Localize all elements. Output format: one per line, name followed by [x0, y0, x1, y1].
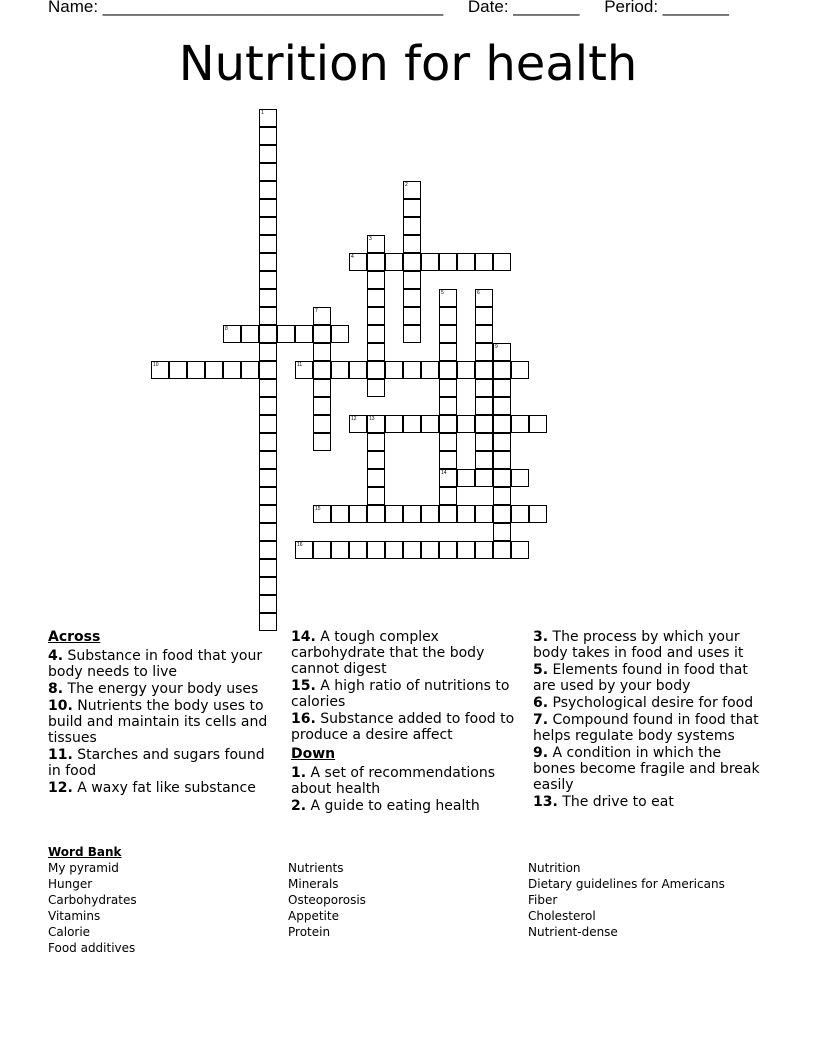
grid-cell[interactable] [259, 505, 277, 523]
grid-cell[interactable] [403, 307, 421, 325]
word-bank-column-3 [528, 860, 758, 940]
word-bank-item: Dietary guidelines for Americans [528, 877, 725, 891]
grid-cell[interactable] [259, 181, 277, 199]
grid-cell[interactable] [259, 361, 277, 379]
clue-text: The process by which your body takes in food and uses it [533, 629, 744, 661]
clue-num: 9. [533, 745, 549, 761]
clue-item [291, 798, 523, 814]
clue-number: 13 [369, 416, 375, 422]
grid-cell[interactable] [259, 523, 277, 541]
clue-num: 13. [533, 794, 558, 810]
grid-cell[interactable] [457, 253, 475, 271]
grid-cell[interactable] [367, 451, 385, 469]
grid-cell[interactable] [421, 361, 439, 379]
word-bank-item: Osteoporosis [288, 893, 366, 907]
word-bank-column-1 [48, 860, 278, 956]
clue-num: 5. [533, 662, 549, 678]
grid-cell[interactable] [223, 361, 241, 379]
clue-item [48, 780, 280, 796]
clue-item [291, 678, 523, 710]
grid-cell[interactable] [313, 505, 331, 523]
grid-cell[interactable] [475, 397, 493, 415]
clue-item [533, 712, 765, 744]
clue-text: A condition in which the bones become fragile and break easily [533, 745, 760, 793]
grid-cell[interactable] [403, 199, 421, 217]
clue-item [48, 747, 280, 779]
grid-cell[interactable] [457, 415, 475, 433]
clue-num: 6. [533, 695, 549, 711]
grid-cell[interactable] [313, 379, 331, 397]
grid-cell[interactable] [439, 307, 457, 325]
clue-number: 3 [369, 236, 372, 242]
grid-cell[interactable] [403, 217, 421, 235]
grid-cell[interactable] [529, 415, 547, 433]
grid-cell[interactable] [493, 541, 511, 559]
grid-cell[interactable] [457, 541, 475, 559]
grid-cell[interactable] [403, 253, 421, 271]
grid-cell[interactable] [259, 271, 277, 289]
grid-cell[interactable] [493, 253, 511, 271]
word-bank-title: Word Bank [48, 845, 122, 859]
grid-cell[interactable] [367, 361, 385, 379]
grid-cell[interactable] [457, 469, 475, 487]
grid-cell[interactable] [259, 397, 277, 415]
clue-text: Elements found in food that are used by your body [533, 662, 748, 694]
clue-num: 14. [291, 629, 316, 645]
word-bank-item: Nutrient-dense [528, 925, 618, 939]
grid-cell[interactable] [313, 415, 331, 433]
word-bank-item: Food additives [48, 941, 136, 955]
grid-cell[interactable] [475, 361, 493, 379]
grid-cell[interactable] [403, 505, 421, 523]
grid-cell[interactable] [367, 379, 385, 397]
clue-column-3 [533, 629, 765, 811]
grid-cell[interactable] [439, 415, 457, 433]
clue-item [533, 745, 765, 793]
grid-cell[interactable] [313, 343, 331, 361]
grid-cell[interactable] [367, 253, 385, 271]
word-bank-item: Fiber [528, 893, 558, 907]
clue-text: A set of recommendations about health [291, 765, 495, 797]
grid-cell[interactable] [259, 127, 277, 145]
grid-cell[interactable] [439, 325, 457, 343]
grid-cell[interactable] [259, 199, 277, 217]
word-bank-item: My pyramid [48, 861, 119, 875]
clue-number: 4 [351, 254, 354, 260]
grid-cell[interactable] [439, 343, 457, 361]
grid-cell[interactable] [493, 451, 511, 469]
clue-number: 12 [351, 416, 357, 422]
grid-cell[interactable] [475, 415, 493, 433]
word-bank-item: Minerals [288, 877, 339, 891]
word-bank-item: Appetite [288, 909, 339, 923]
grid-cell[interactable] [421, 415, 439, 433]
grid-cell[interactable] [313, 307, 331, 325]
grid-cell[interactable] [259, 577, 277, 595]
grid-cell[interactable] [511, 415, 529, 433]
grid-cell[interactable] [475, 253, 493, 271]
grid-cell[interactable] [205, 361, 223, 379]
grid-cell[interactable] [367, 271, 385, 289]
grid-cell[interactable] [367, 541, 385, 559]
grid-cell[interactable] [385, 541, 403, 559]
clue-text: The drive to eat [562, 794, 674, 810]
grid-cell[interactable] [259, 217, 277, 235]
grid-cell[interactable] [349, 415, 367, 433]
grid-cell[interactable] [421, 541, 439, 559]
clue-num: 4. [48, 648, 64, 664]
grid-cell[interactable] [475, 541, 493, 559]
clue-number: 1 [261, 110, 264, 116]
word-bank-item: Nutrients [288, 861, 344, 875]
grid-cell[interactable] [349, 541, 367, 559]
word-bank-item: Carbohydrates [48, 893, 137, 907]
grid-cell[interactable] [223, 325, 241, 343]
word-bank-item: Calorie [48, 925, 91, 939]
clue-num: 7. [533, 712, 549, 728]
grid-cell[interactable] [493, 469, 511, 487]
grid-cell[interactable] [259, 451, 277, 469]
grid-cell[interactable] [367, 307, 385, 325]
grid-cell[interactable] [457, 505, 475, 523]
grid-cell[interactable] [439, 397, 457, 415]
clue-num: 8. [48, 681, 64, 697]
clue-num: 10. [48, 698, 73, 714]
grid-cell[interactable] [385, 505, 403, 523]
grid-cell[interactable] [439, 379, 457, 397]
grid-cell[interactable] [439, 505, 457, 523]
grid-cell[interactable] [439, 433, 457, 451]
grid-cell[interactable] [439, 469, 457, 487]
grid-cell[interactable] [313, 433, 331, 451]
grid-cell[interactable] [385, 253, 403, 271]
clue-text: A high ratio of nutritions to calories [291, 678, 510, 710]
clue-num: 12. [48, 780, 73, 796]
grid-cell[interactable] [529, 505, 547, 523]
grid-cell[interactable] [187, 361, 205, 379]
clue-text: Nutrients the body uses to build and maintain its cells and tissues [48, 698, 268, 746]
clue-number: 15 [315, 506, 321, 512]
clue-number: 14 [441, 470, 447, 476]
grid-cell[interactable] [493, 397, 511, 415]
grid-cell[interactable] [439, 289, 457, 307]
grid-cell[interactable] [403, 325, 421, 343]
clue-item [48, 698, 280, 746]
grid-cell[interactable] [259, 343, 277, 361]
grid-cell[interactable] [259, 415, 277, 433]
grid-cell[interactable] [259, 145, 277, 163]
grid-cell[interactable] [439, 451, 457, 469]
clue-item [291, 711, 523, 743]
grid-cell[interactable] [403, 181, 421, 199]
clue-item [533, 662, 765, 694]
grid-cell[interactable] [277, 325, 295, 343]
grid-cell[interactable] [403, 361, 421, 379]
clue-number: 16 [297, 542, 303, 548]
clue-text: A tough complex carbohydrate that the body cannot digest [291, 629, 485, 677]
down-heading: Down [291, 746, 336, 762]
grid-cell[interactable] [241, 361, 259, 379]
grid-cell[interactable] [331, 541, 349, 559]
grid-cell[interactable] [439, 361, 457, 379]
grid-cell[interactable] [493, 505, 511, 523]
grid-cell[interactable] [367, 325, 385, 343]
clue-num: 2. [291, 798, 307, 814]
clue-item [48, 648, 280, 680]
grid-cell[interactable] [493, 343, 511, 361]
clue-number: 8 [225, 326, 228, 332]
grid-cell[interactable] [493, 523, 511, 541]
grid-cell[interactable] [331, 325, 349, 343]
grid-cell[interactable] [259, 595, 277, 613]
grid-cell[interactable] [349, 505, 367, 523]
grid-cell[interactable] [259, 379, 277, 397]
clue-item [291, 765, 523, 797]
clue-text: A waxy fat like substance [77, 780, 256, 796]
name-field[interactable]: Name: ____________________________________ [48, 0, 444, 16]
grid-cell[interactable] [259, 559, 277, 577]
grid-cell[interactable] [493, 415, 511, 433]
clue-num: 16. [291, 711, 316, 727]
grid-cell[interactable] [367, 433, 385, 451]
clue-num: 15. [291, 678, 316, 694]
clue-text: Starches and sugars found in food [48, 747, 265, 779]
clue-item [48, 681, 280, 697]
clue-item [533, 629, 765, 661]
grid-cell[interactable] [385, 415, 403, 433]
grid-cell[interactable] [367, 289, 385, 307]
grid-cell[interactable] [403, 415, 421, 433]
clue-item [533, 794, 765, 810]
word-bank-item: Hunger [48, 877, 93, 891]
grid-cell[interactable] [367, 235, 385, 253]
clue-number: 9 [495, 344, 498, 350]
grid-cell[interactable] [349, 253, 367, 271]
grid-cell[interactable] [367, 505, 385, 523]
grid-cell[interactable] [457, 361, 475, 379]
grid-cell[interactable] [259, 235, 277, 253]
grid-cell[interactable] [475, 289, 493, 307]
grid-cell[interactable] [331, 505, 349, 523]
grid-cell[interactable] [259, 253, 277, 271]
across-heading: Across [48, 629, 101, 645]
grid-cell[interactable] [421, 253, 439, 271]
clue-text: Psychological desire for food [552, 695, 754, 711]
grid-cell[interactable] [295, 325, 313, 343]
grid-cell[interactable] [403, 289, 421, 307]
grid-cell[interactable] [313, 541, 331, 559]
grid-cell[interactable] [475, 379, 493, 397]
clue-num: 11. [48, 747, 73, 763]
clue-item [291, 629, 523, 677]
grid-cell[interactable] [259, 469, 277, 487]
grid-cell[interactable] [439, 253, 457, 271]
clue-number: 6 [477, 290, 480, 296]
grid-cell[interactable] [475, 469, 493, 487]
grid-cell[interactable] [259, 289, 277, 307]
grid-cell[interactable] [403, 541, 421, 559]
clue-text: A guide to eating health [310, 798, 480, 814]
grid-cell[interactable] [475, 433, 493, 451]
grid-cell[interactable] [313, 361, 331, 379]
grid-cell[interactable] [295, 361, 313, 379]
grid-cell[interactable] [511, 361, 529, 379]
grid-cell[interactable] [493, 379, 511, 397]
clue-number: 10 [153, 362, 159, 368]
clue-item [533, 695, 765, 711]
grid-cell[interactable] [367, 487, 385, 505]
page-title: Nutrition for health [178, 36, 638, 92]
clue-number: 2 [405, 182, 408, 188]
grid-cell[interactable] [493, 487, 511, 505]
grid-cell[interactable] [313, 397, 331, 415]
clue-num: 3. [533, 629, 549, 645]
grid-cell[interactable] [349, 361, 367, 379]
grid-cell[interactable] [331, 361, 349, 379]
grid-cell[interactable] [493, 361, 511, 379]
grid-cell[interactable] [403, 271, 421, 289]
grid-cell[interactable] [367, 343, 385, 361]
grid-cell[interactable] [259, 541, 277, 559]
grid-cell[interactable] [511, 541, 529, 559]
grid-cell[interactable] [421, 505, 439, 523]
grid-cell[interactable] [295, 541, 313, 559]
grid-cell[interactable] [385, 361, 403, 379]
word-bank-column-2 [288, 860, 518, 940]
period-field[interactable]: Period: _______ [604, 0, 729, 16]
clue-number: 5 [441, 290, 444, 296]
word-bank-item: Protein [288, 925, 331, 939]
grid-cell[interactable] [259, 487, 277, 505]
clue-text: Compound found in food that helps regulate body systems [533, 712, 759, 744]
clue-column-2 [291, 629, 523, 815]
grid-cell[interactable] [259, 433, 277, 451]
grid-cell[interactable] [493, 433, 511, 451]
word-bank-item: Nutrition [528, 861, 581, 875]
grid-cell[interactable] [439, 541, 457, 559]
grid-cell[interactable] [511, 505, 529, 523]
clue-text: Substance added to food to produce a desire affect [291, 711, 515, 743]
grid-cell[interactable] [367, 415, 385, 433]
grid-cell[interactable] [169, 361, 187, 379]
word-bank-item: Cholesterol [528, 909, 596, 923]
grid-cell[interactable] [241, 325, 259, 343]
word-bank-item: Vitamins [48, 909, 101, 923]
grid-cell[interactable] [511, 469, 529, 487]
grid-cell[interactable] [403, 235, 421, 253]
grid-cell[interactable] [475, 505, 493, 523]
clue-text: The energy your body uses [67, 681, 259, 697]
grid-cell[interactable] [259, 163, 277, 181]
grid-cell[interactable] [367, 469, 385, 487]
clue-number: 11 [297, 362, 303, 368]
clue-num: 1. [291, 765, 307, 781]
clue-text: Substance in food that your body needs to live [48, 648, 263, 680]
grid-cell[interactable] [259, 325, 277, 343]
grid-cell[interactable] [475, 451, 493, 469]
grid-cell[interactable] [313, 325, 331, 343]
clue-column-1 [48, 629, 280, 797]
grid-cell[interactable] [439, 487, 457, 505]
grid-cell[interactable] [475, 325, 493, 343]
clue-number: 7 [315, 308, 318, 314]
grid-cell[interactable] [475, 307, 493, 325]
grid-cell[interactable] [151, 361, 169, 379]
grid-cell[interactable] [475, 343, 493, 361]
date-field[interactable]: Date: _______ [467, 0, 580, 16]
grid-cell[interactable] [259, 109, 277, 127]
grid-cell[interactable] [259, 307, 277, 325]
